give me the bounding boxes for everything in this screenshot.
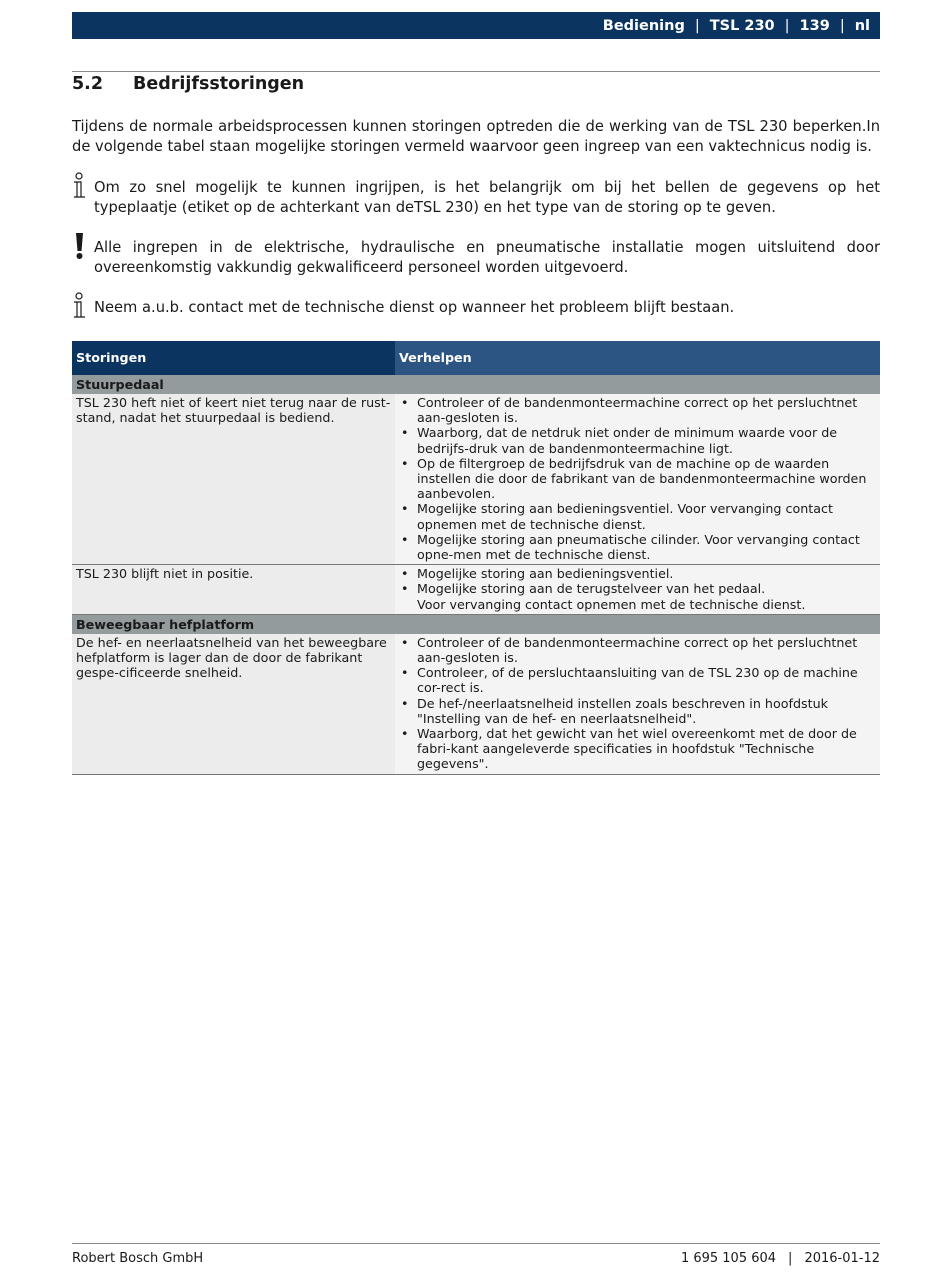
- note-text: Om zo snel mogelijk te kunnen ingrijpen, is het belangrijk om bij het bellen de gegevens op het typeplaatje (etiket op de achterkant van deTSL 230) en het type van de storing op te geven.: [94, 179, 880, 216]
- footer-rule: [72, 1243, 880, 1244]
- list-item: • Mogelijke storing aan de terugstelveer van het pedaal.: [413, 581, 876, 596]
- note-info: [72, 298, 880, 318]
- footer-doc-number: 1 695 105 604: [680, 1251, 777, 1266]
- header-separator: |: [784, 17, 790, 34]
- info-icon: [72, 178, 94, 218]
- header-product: TSL 230: [709, 17, 775, 34]
- table-group-row: [72, 375, 880, 394]
- group-title: Stuurpedaal: [72, 375, 880, 394]
- footer-date: 2016-01-12: [804, 1251, 880, 1266]
- list-item: • Waarborg, dat de netdruk niet onder de minimum waarde voor de bedrijfs-druk van de bandenmonteermachine ligt.: [413, 425, 876, 455]
- fix-cell: [395, 394, 880, 565]
- footer-separator: |: [788, 1251, 793, 1266]
- note-text: Neem a.u.b. contact met de technische dienst op wanneer het probleem blijft bestaan.: [94, 299, 735, 316]
- table-row: [72, 394, 880, 565]
- section-number: 5.2: [72, 74, 104, 94]
- page-header: [72, 12, 880, 39]
- table-row: [72, 565, 880, 615]
- list-item: • Controleer of de bandenmonteermachine correct op het persluchtnet aan-gesloten is.: [413, 395, 876, 425]
- warning-icon: [72, 238, 94, 278]
- table-row: [72, 634, 880, 774]
- note-text: Alle ingrepen in de elektrische, hydraulische en pneumatische installatie mogen uitsluitend door overeenkomstig vakkundig gekwalificeerd personeel worden uitgevoerd.: [94, 239, 880, 276]
- info-icon: [72, 298, 94, 318]
- list-item: • Op de filtergroep de bedrijfsdruk van de machine op de waarden instellen die door de fabrikant van de bandenmonteermachine worden aanbevolen.: [413, 456, 876, 502]
- fault-cell: TSL 230 blijft niet in positie.: [72, 565, 395, 615]
- fix-cell: [395, 634, 880, 774]
- column-header-faults: Storingen: [72, 341, 395, 375]
- fix-cell: [395, 565, 880, 615]
- list-item: • Controleer, of de persluchtaansluiting van de TSL 230 op de machine cor-rect is.: [413, 665, 876, 695]
- note-info: [72, 178, 880, 218]
- footer-company: Robert Bosch GmbH: [72, 1251, 204, 1266]
- list-item: • Mogelijke storing aan pneumatische cilinder. Voor vervanging contact opne-men met de technische dienst.: [413, 532, 876, 562]
- list-item: • Waarborg, dat het gewicht van het wiel overeenkomt met de door de fabri-kant aangeleverde specificaties in hoofdstuk "Technische gegevens".: [413, 726, 876, 772]
- header-language: nl: [854, 17, 870, 34]
- section-heading: [72, 74, 304, 94]
- header-section: Bediening: [602, 17, 685, 34]
- header-separator: |: [694, 17, 700, 34]
- header-page-number: 139: [799, 17, 830, 34]
- table-header-row: [72, 341, 880, 375]
- fix-list: [399, 395, 876, 562]
- fault-cell: TSL 230 heft niet of keert niet terug naar de rust-stand, nadat het stuurpedaal is bediend.: [72, 394, 395, 565]
- section-rule: [72, 71, 880, 72]
- fix-note: Voor vervanging contact opnemen met de technische dienst.: [417, 596, 806, 612]
- list-item: • Mogelijke storing aan bedieningsventiel.: [413, 566, 876, 581]
- column-header-fix: Verhelpen: [395, 341, 880, 375]
- table-group-row: [72, 614, 880, 634]
- fault-cell: De hef- en neerlaatsnelheid van het beweegbare hefplatform is lager dan de door de fabrikant gespe-cificeerde snelheid.: [72, 634, 395, 774]
- fix-list: [399, 566, 876, 596]
- fix-list: [399, 635, 876, 772]
- list-item: • Mogelijke storing aan bedieningsventiel. Voor vervanging contact opnemen met de technische dienst.: [413, 501, 876, 531]
- note-warning: [72, 238, 880, 278]
- header-separator: |: [839, 17, 845, 34]
- group-title: Beweegbaar hefplatform: [72, 614, 880, 634]
- footer-meta: [681, 1251, 880, 1266]
- faults-table: [72, 341, 880, 775]
- intro-paragraph: Tijdens de normale arbeidsprocessen kunnen storingen optreden die de werking van de TSL 230 beperken.In de volgende tabel staan mogelijke storingen vermeld waarvoor geen ingreep van een vaktechnicus nodig is.: [72, 118, 880, 155]
- list-item: • De hef-/neerlaatsnelheid instellen zoals beschreven in hoofdstuk "Instelling van de hef- en neerlaatsnelheid".: [413, 696, 876, 726]
- list-item: • Controleer of de bandenmonteermachine correct op het persluchtnet aan-gesloten is.: [413, 635, 876, 665]
- section-title: Bedrijfsstoringen: [133, 74, 305, 94]
